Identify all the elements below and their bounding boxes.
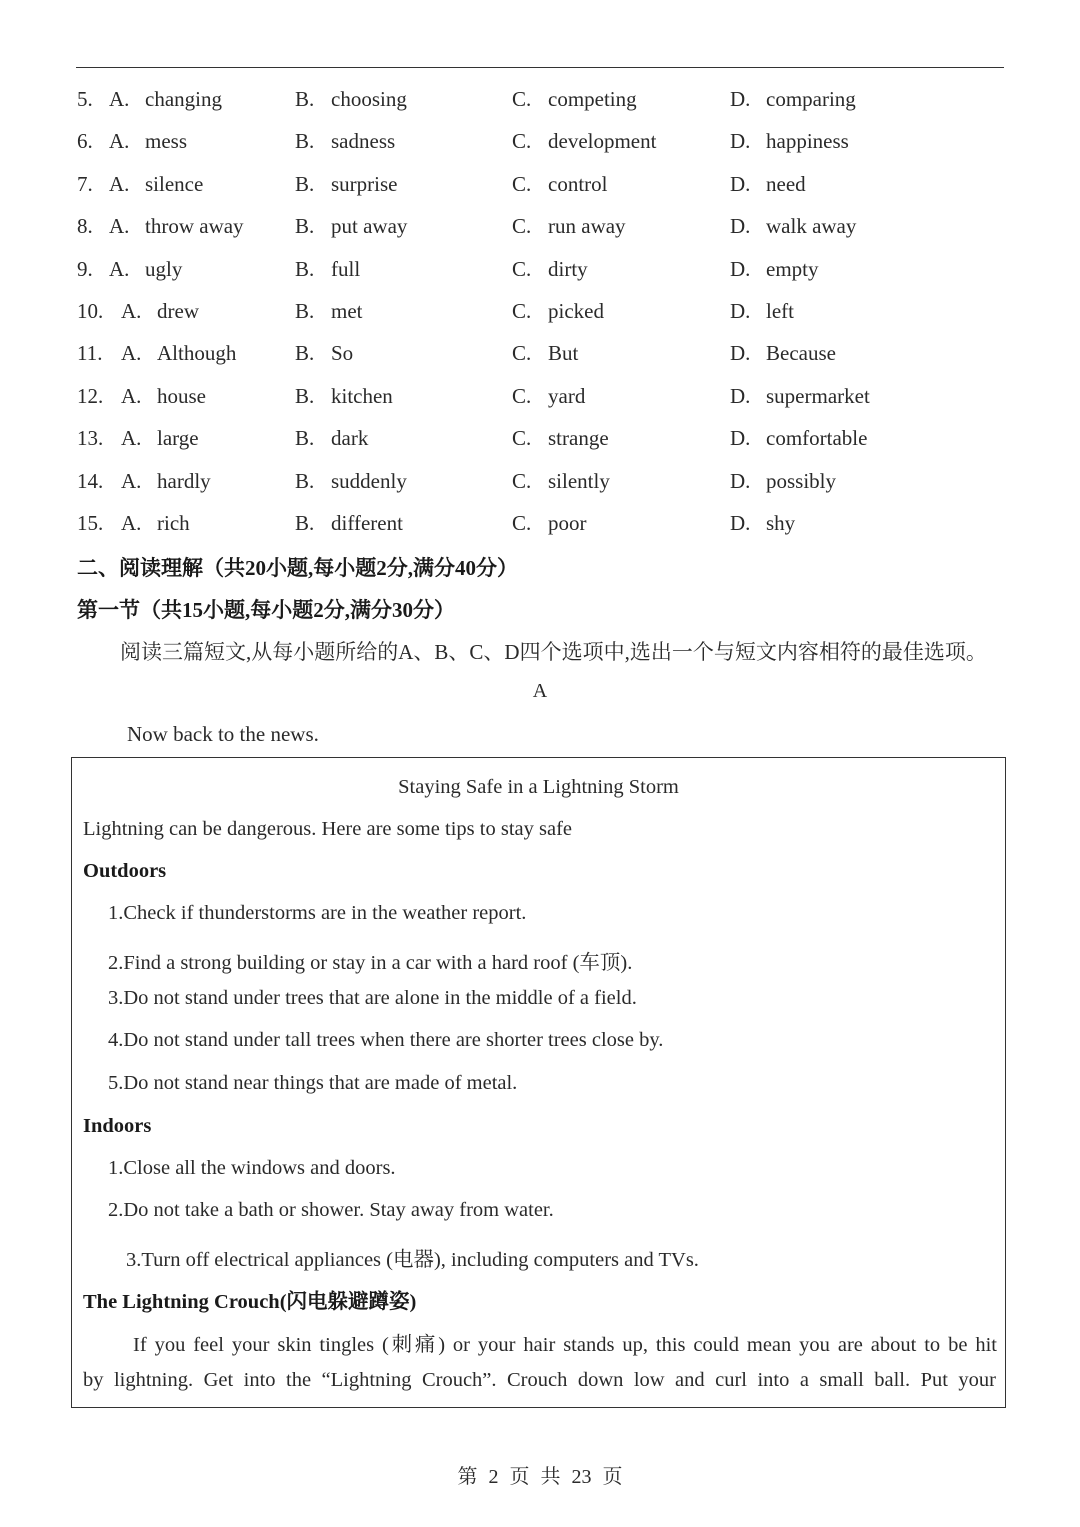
crouch-paragraph-line: by lightning. Get into the “Lightning Crouch”. Crouch down low and curl into a small ball. Put your [83, 1369, 996, 1391]
option-b: B. met [295, 298, 363, 323]
option-d: D. walk away [730, 214, 857, 239]
option-a: A. drew [121, 298, 199, 323]
question-number: 15. [77, 510, 104, 535]
outdoors-item: 1.Check if thunderstorms are in the weather report. [108, 902, 527, 924]
option-c: C. development [512, 129, 657, 154]
option-c: C. dirty [512, 256, 588, 281]
passage-lead-line: Now back to the news. [127, 722, 319, 746]
notice-box [71, 757, 1006, 1408]
indoors-item: 1.Close all the windows and doors. [108, 1157, 396, 1179]
outdoors-item: 3.Do not stand under trees that are alone in the middle of a field. [108, 987, 637, 1009]
section-heading: 二、阅读理解（共20小题,每小题2分,满分40分） [77, 556, 518, 580]
option-a: A. rich [121, 510, 190, 535]
option-b: B. sadness [295, 129, 396, 154]
option-d: D. need [730, 171, 806, 196]
indoors-item: 2.Do not take a bath or shower. Stay away from water. [108, 1199, 554, 1221]
passage-label: A [532, 680, 548, 702]
option-a: A. silence [109, 171, 204, 196]
cloze-options-list [0, 78, 1080, 544]
question-number: 14. [77, 468, 104, 493]
question-number: 6. [77, 129, 93, 154]
question-row-14 [0, 460, 1080, 502]
option-a: A. ugly [109, 256, 183, 281]
option-b: B. So [295, 341, 354, 366]
option-c: C. run away [512, 214, 626, 239]
option-a: A. mess [109, 129, 187, 154]
option-d: D. empty [730, 256, 819, 281]
option-d: D. happiness [730, 129, 849, 154]
question-row-7 [0, 163, 1080, 205]
page-footer: 第 2 页 共 23 页 [457, 1466, 623, 1488]
notice-intro: Lightning can be dangerous. Here are some tips to stay safe [83, 818, 572, 840]
question-row-9 [0, 248, 1080, 290]
option-c: C. But [512, 341, 579, 366]
question-number: 7. [77, 171, 93, 196]
option-d: D. shy [730, 510, 796, 535]
option-c: C. control [512, 171, 608, 196]
outdoors-item: 5.Do not stand near things that are made of metal. [108, 1072, 518, 1094]
notice-title: Staying Safe in a Lightning Storm [398, 776, 679, 798]
indoors-item: 3.Turn off electrical appliances (电器), including computers and TVs. [126, 1249, 699, 1271]
option-b: B. put away [295, 214, 408, 239]
header-rule [76, 67, 1004, 68]
question-number: 11. [77, 341, 103, 366]
option-d: D. comparing [730, 87, 856, 111]
option-a: A. hardly [121, 468, 211, 493]
option-b: B. dark [295, 426, 369, 451]
option-c: C. competing [512, 87, 637, 111]
part-heading: 第一节（共15小题,每小题2分,满分30分） [77, 598, 455, 622]
option-d: D. supermarket [730, 383, 870, 408]
option-b: B. different [295, 510, 403, 535]
option-a: A. throw away [109, 214, 244, 239]
instructions-text: 阅读三篇短文,从每小题所给的A、B、C、D四个选项中,选出一个与短文内容相符的最佳选项。 [120, 640, 987, 664]
option-b: B. full [295, 256, 361, 281]
crouch-heading: The Lightning Crouch(闪电躲避蹲姿) [83, 1291, 417, 1313]
option-a: A. house [121, 383, 206, 408]
question-row-6 [0, 120, 1080, 162]
question-row-5 [0, 78, 1080, 120]
option-a: A. changing [109, 87, 222, 111]
option-b: B. choosing [295, 87, 407, 111]
option-d: D. left [730, 298, 794, 323]
option-d: D. Because [730, 341, 836, 366]
option-b: B. surprise [295, 171, 398, 196]
option-b: B. kitchen [295, 383, 393, 408]
question-row-11 [0, 332, 1080, 374]
indoors-heading: Indoors [83, 1115, 152, 1137]
question-number: 12. [77, 383, 104, 408]
question-row-13 [0, 417, 1080, 459]
question-number: 5. [77, 87, 93, 111]
outdoors-item: 2.Find a strong building or stay in a car with a hard roof (车顶). [108, 952, 633, 974]
question-row-12 [0, 375, 1080, 417]
option-c: C. picked [512, 298, 604, 323]
option-b: B. suddenly [295, 468, 407, 493]
question-number: 9. [77, 256, 93, 281]
option-a: A. large [121, 426, 199, 451]
outdoors-heading: Outdoors [83, 860, 167, 882]
option-d: D. possibly [730, 468, 837, 493]
question-number: 10. [77, 298, 104, 323]
question-row-15 [0, 502, 1080, 544]
option-c: C. silently [512, 468, 610, 493]
question-number: 13. [77, 426, 104, 451]
question-number: 8. [77, 214, 93, 239]
option-c: C. poor [512, 510, 587, 535]
question-row-10 [0, 290, 1080, 332]
option-c: C. yard [512, 383, 586, 408]
outdoors-item: 4.Do not stand under tall trees when there are shorter trees close by. [108, 1029, 664, 1051]
question-row-8 [0, 205, 1080, 247]
option-c: C. strange [512, 426, 609, 451]
crouch-paragraph-line: If you feel your skin tingles (刺痛) or your hair stands up, this could mean you are about to be hit [133, 1334, 997, 1356]
option-d: D. comfortable [730, 426, 868, 451]
option-a: A. Although [121, 341, 237, 366]
